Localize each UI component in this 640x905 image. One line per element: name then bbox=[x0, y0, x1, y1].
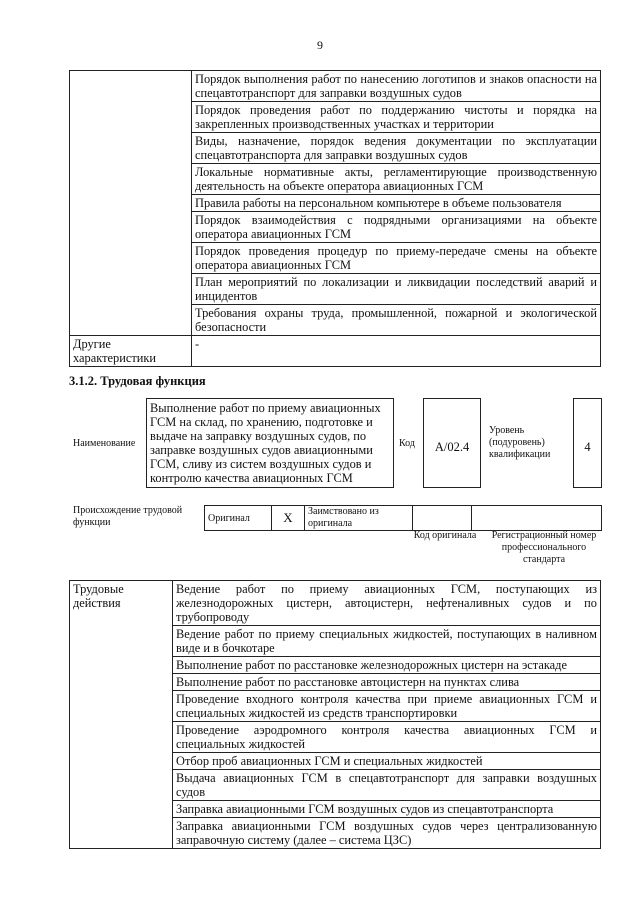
table-cell: Порядок проведения работ по поддержанию чистоты и порядка на закрепленных производственных участках и территории bbox=[192, 102, 601, 133]
table-row bbox=[205, 506, 602, 531]
reg-number-cell bbox=[472, 506, 602, 531]
reg-number-label: Регистрационный номер профессионального стандарта bbox=[491, 530, 597, 565]
name-label: Наименование bbox=[73, 438, 136, 449]
level-value-box: 4 bbox=[573, 398, 602, 488]
code-original-cell bbox=[413, 506, 472, 531]
table-cell: Ведение работ по приему специальных жидкостей, поступающих в наливном виде и в бочкотаре bbox=[173, 626, 601, 657]
table-cell: Выдача авиационных ГСМ в спецавтотранспорт для заправки воздушных судов bbox=[173, 770, 601, 801]
level-label: Уровень (подуровень) квалификации bbox=[489, 425, 551, 460]
table-cell: Порядок выполнения работ по нанесению логотипов и знаков опасности на спецавтотранспорт для заправки воздушных судов bbox=[192, 71, 601, 102]
page-number: 9 bbox=[317, 38, 323, 52]
table-cell: Локальные нормативные акты, регламентирующие производственную деятельность на объекте оператора авиационных ГСМ bbox=[192, 164, 601, 195]
borrowed-label: Заимствовано из оригинала bbox=[305, 506, 413, 531]
actions-table bbox=[69, 580, 601, 849]
code-original-label: Код оригинала bbox=[413, 530, 477, 541]
table-cell: Порядок проведения процедур по приему-передаче смены на объекте оператора авиационных ГСМ bbox=[192, 243, 601, 274]
table-row bbox=[70, 71, 601, 102]
table-cell: План мероприятий по локализации и ликвидации последствий аварий и инцидентов bbox=[192, 274, 601, 305]
section-heading: 3.1.2. Трудовая функция bbox=[69, 374, 206, 388]
table-cell: Проведение аэродромного контроля качества авиационных ГСМ и специальных жидкостей bbox=[173, 722, 601, 753]
origin-table bbox=[204, 505, 602, 531]
knowledge-table bbox=[69, 70, 601, 367]
table-cell: Правила работы на персональном компьютере в объеме пользователя bbox=[192, 195, 601, 212]
table-cell: Ведение работ по приему авиационных ГСМ, поступающих из железнодорожных цистерн, автоцистерн, нефтеналивных судов и по трубопроводу bbox=[173, 581, 601, 626]
origin-label: Происхождение трудовой функции bbox=[73, 505, 183, 528]
table-cell: Требования охраны труда, промышленной, пожарной и экологической безопасности bbox=[192, 305, 601, 336]
original-label: Оригинал bbox=[205, 506, 272, 531]
function-name-box: Выполнение работ по приему авиационных ГСМ на склад, по хранению, подготовке и выдаче на заправку воздушных судов, по заправке воздушных судов авиационными ГСМ, сливу из систем воздушных судов и контролю качества авиационных ГСМ bbox=[146, 398, 394, 488]
table-cell: Заправка авиационными ГСМ воздушных судов из спецавтотранспорта bbox=[173, 801, 601, 818]
table-cell: Выполнение работ по расстановке автоцистерн на пунктах слива bbox=[173, 674, 601, 691]
original-mark: X bbox=[272, 506, 305, 531]
code-value-box: А/02.4 bbox=[423, 398, 481, 488]
actions-label: Трудовые действия bbox=[70, 581, 173, 849]
table-cell: Порядок взаимодействия с подрядными организациями на объекте оператора авиационных ГСМ bbox=[192, 212, 601, 243]
table-cell: Отбор проб авиационных ГСМ и специальных жидкостей bbox=[173, 753, 601, 770]
code-label: Код bbox=[399, 438, 415, 449]
table-cell: Заправка авиационными ГСМ воздушных судов через централизованную заправочную систему (далее – система ЦЗС) bbox=[173, 818, 601, 849]
table-row bbox=[70, 581, 601, 626]
empty-label-cell bbox=[70, 71, 192, 336]
other-characteristics-label: Другие характеристики bbox=[70, 336, 192, 367]
table-cell: Выполнение работ по расстановке железнодорожных цистерн на эстакаде bbox=[173, 657, 601, 674]
table-cell: Виды, назначение, порядок ведения документации по эксплуатации спецавтотранспорта для заправки воздушных судов bbox=[192, 133, 601, 164]
table-row bbox=[70, 336, 601, 367]
table-cell: Проведение входного контроля качества при приеме авиационных ГСМ и специальных жидкостей из средств транспортировки bbox=[173, 691, 601, 722]
other-characteristics-value: - bbox=[192, 336, 601, 367]
